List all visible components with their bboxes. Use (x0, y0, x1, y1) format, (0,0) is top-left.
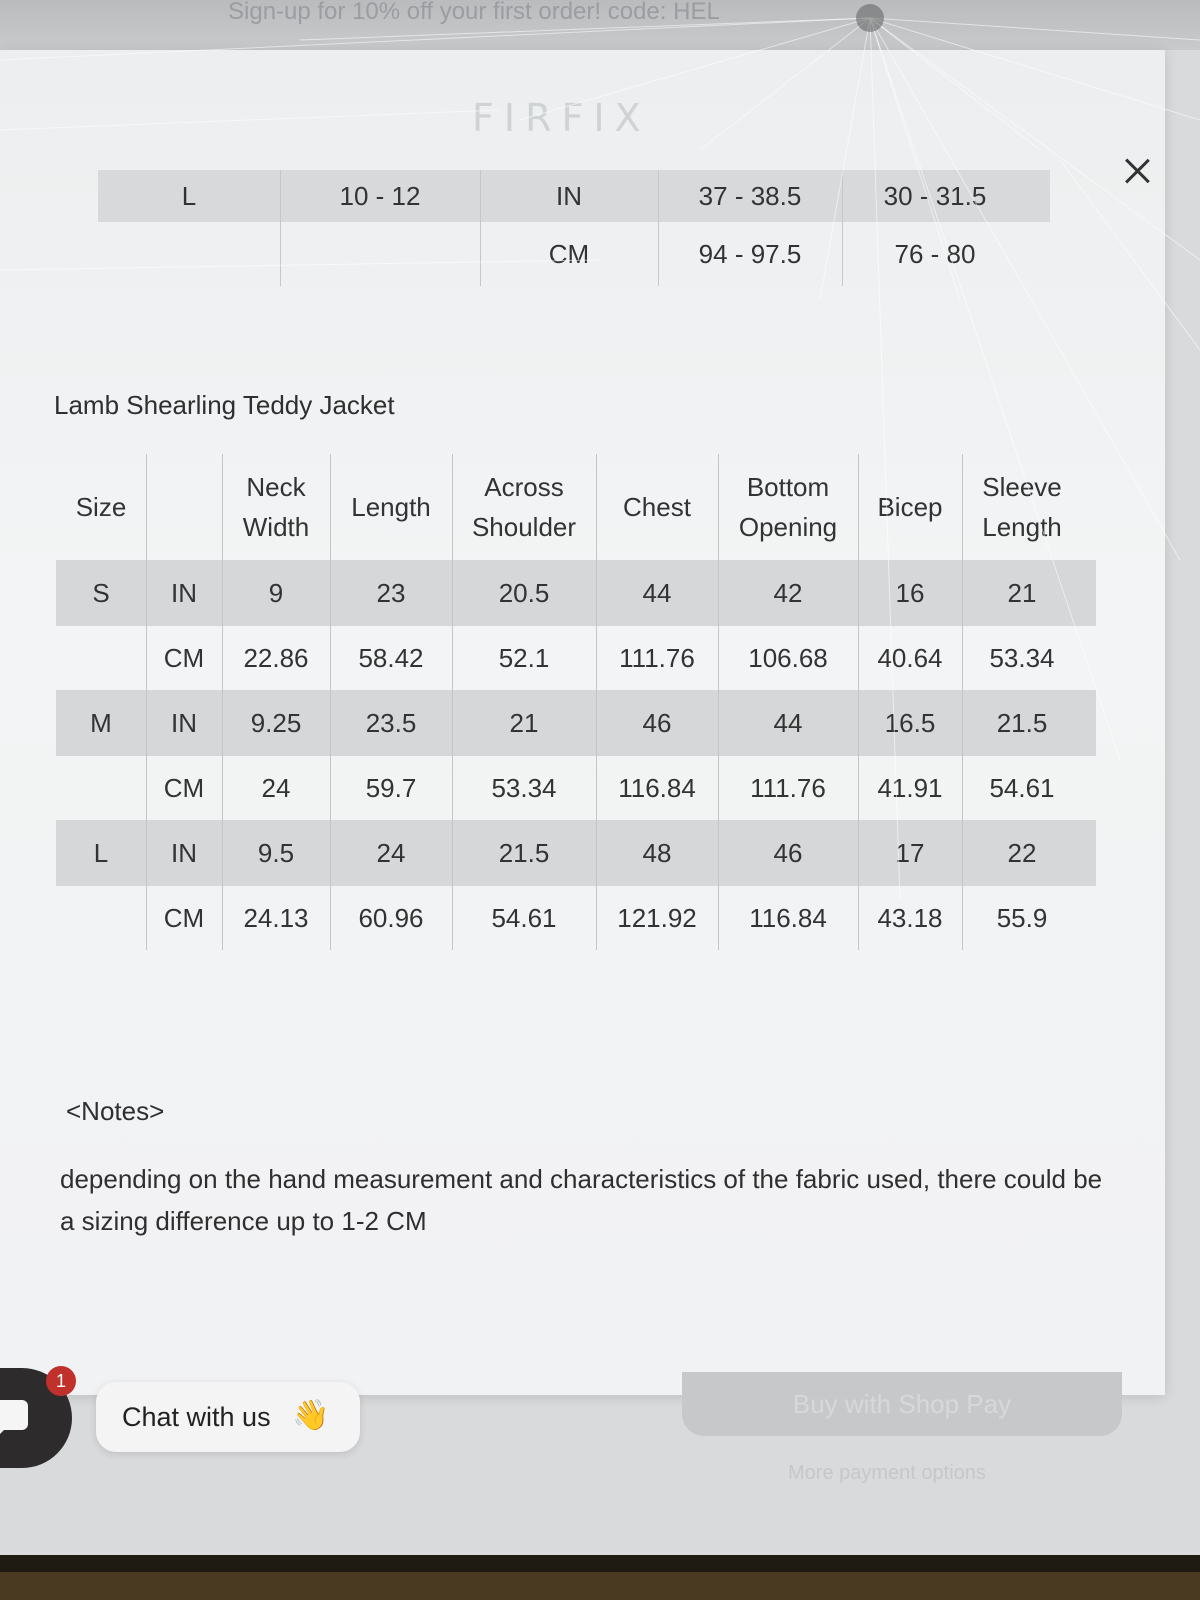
bust-cell: 37 - 38.5 (698, 180, 802, 211)
more-payment-options-link[interactable]: More payment options (788, 1462, 986, 1484)
size-cell (56, 885, 146, 951)
neck-width-cell: 9 (268, 577, 284, 608)
bicep-cell: 41.91 (877, 772, 943, 803)
unit-cell: CM (163, 772, 205, 803)
notification-badge: 1 (46, 1366, 76, 1396)
brand-logo: FIRFIX (472, 96, 651, 140)
sleeve-length-cell: 21.5 (996, 707, 1048, 738)
bicep-cell: 16 (895, 577, 925, 608)
bicep-cell: 43.18 (877, 902, 943, 933)
chat-bubble-icon (0, 1400, 28, 1430)
column-divider (596, 454, 597, 950)
waist-cell: 30 - 31.5 (883, 180, 987, 211)
length-cell: 24 (376, 837, 406, 868)
table-row (56, 625, 1096, 691)
header-chest: Chest (623, 492, 691, 522)
desk-surface (0, 1572, 1200, 1600)
chest-cell: 44 (642, 577, 672, 608)
table-row (56, 820, 1096, 886)
size-cell (56, 755, 146, 821)
table-row (56, 560, 1096, 626)
column-divider (718, 454, 719, 950)
size-cell: M (90, 707, 112, 738)
header-unit (146, 454, 222, 560)
table-row (98, 170, 1050, 222)
length-cell: 58.42 (358, 642, 424, 673)
across-shoulder-cell: 53.34 (491, 772, 557, 803)
neck-width-cell: 24 (261, 772, 291, 803)
column-divider (480, 170, 481, 286)
header-sleeve-length: Sleeve Length (982, 472, 1062, 542)
bicep-cell: 16.5 (884, 707, 936, 738)
size-cell (56, 625, 146, 691)
column-divider (452, 454, 453, 950)
waist-cell: 76 - 80 (894, 238, 976, 269)
uk-size-cell: 10 - 12 (339, 180, 421, 211)
table-row (56, 690, 1096, 756)
column-divider (858, 454, 859, 950)
header-across-shoulder: Across Shoulder (471, 472, 577, 542)
unit-cell: CM (163, 642, 205, 673)
chest-cell: 121.92 (617, 902, 697, 933)
header-size: Size (75, 492, 127, 522)
notes-title: <Notes> (66, 1096, 165, 1126)
length-cell: 59.7 (365, 772, 417, 803)
column-divider (330, 454, 331, 950)
bottom-opening-cell: 111.76 (750, 772, 826, 803)
sleeve-length-cell: 22 (1007, 837, 1037, 868)
column-divider (222, 454, 223, 950)
chest-cell: 111.76 (619, 642, 695, 673)
promo-bar[interactable] (0, 0, 1200, 50)
waving-hand-icon: 👋 (292, 1399, 330, 1432)
bicep-cell: 40.64 (877, 642, 943, 673)
unit-cell: CM (163, 902, 205, 933)
chest-cell: 116.84 (618, 772, 696, 803)
unit-cell: IN (556, 180, 582, 211)
chest-cell: 48 (642, 837, 672, 868)
neck-width-cell: 24.13 (243, 902, 309, 933)
neck-width-cell: 9.25 (250, 707, 302, 738)
size-cell: S (92, 577, 110, 608)
column-divider (842, 170, 843, 286)
length-cell: 23.5 (365, 707, 417, 738)
neck-width-cell: 22.86 (243, 642, 309, 673)
shop-pay-button[interactable]: Buy with Shop Pay (682, 1372, 1122, 1436)
table-row (56, 885, 1096, 951)
size-cell: L (93, 837, 109, 868)
length-cell: 60.96 (358, 902, 424, 933)
size-cell: L (181, 180, 197, 211)
column-divider (146, 454, 147, 950)
unit-cell: IN (171, 837, 197, 868)
length-cell: 23 (376, 577, 406, 608)
bottom-opening-cell: 116.84 (749, 902, 827, 933)
across-shoulder-cell: 20.5 (498, 577, 550, 608)
bottom-opening-cell: 44 (773, 707, 803, 738)
bust-cell: 94 - 97.5 (698, 238, 802, 269)
chat-with-us-button[interactable] (96, 1382, 360, 1452)
across-shoulder-cell: 54.61 (491, 902, 557, 933)
unit-cell: IN (171, 577, 197, 608)
sleeve-length-cell: 55.9 (996, 902, 1048, 933)
promo-text: Sign-up for 10% off your first order! code: HEL (228, 0, 720, 25)
header-neck-width: Neck Width (242, 472, 310, 542)
chest-cell: 46 (642, 707, 672, 738)
table-row (98, 222, 1050, 286)
sleeve-length-cell: 21 (1007, 577, 1037, 608)
bottom-opening-cell: 106.68 (748, 642, 828, 673)
size-cell (98, 222, 280, 286)
bottom-opening-cell: 42 (773, 577, 803, 608)
bicep-cell: 17 (895, 837, 925, 868)
sleeve-length-cell: 53.34 (989, 642, 1055, 673)
uk-size-cell (280, 222, 480, 286)
sleeve-length-cell: 54.61 (989, 772, 1055, 803)
across-shoulder-cell: 52.1 (498, 642, 550, 673)
close-icon[interactable] (1120, 154, 1154, 188)
across-shoulder-cell: 21 (509, 707, 539, 738)
table-row (56, 755, 1096, 821)
header-bicep: Bicep (877, 492, 943, 522)
unit-cell: CM (548, 238, 590, 269)
across-shoulder-cell: 21.5 (498, 837, 550, 868)
header-bottom-opening: Bottom Opening (738, 472, 838, 542)
header-length: Length (351, 492, 431, 522)
bottom-opening-cell: 46 (773, 837, 803, 868)
column-divider (962, 454, 963, 950)
chat-label: Chat with us (122, 1402, 271, 1432)
column-divider (658, 170, 659, 286)
product-title: Lamb Shearling Teddy Jacket (54, 390, 395, 420)
notes-body: depending on the hand measurement and characteristics of the fabric used, there could be a sizing difference up to 1-2 CM (60, 1164, 1103, 1236)
neck-width-cell: 9.5 (257, 837, 295, 868)
column-divider (280, 170, 281, 286)
unit-cell: IN (171, 707, 197, 738)
